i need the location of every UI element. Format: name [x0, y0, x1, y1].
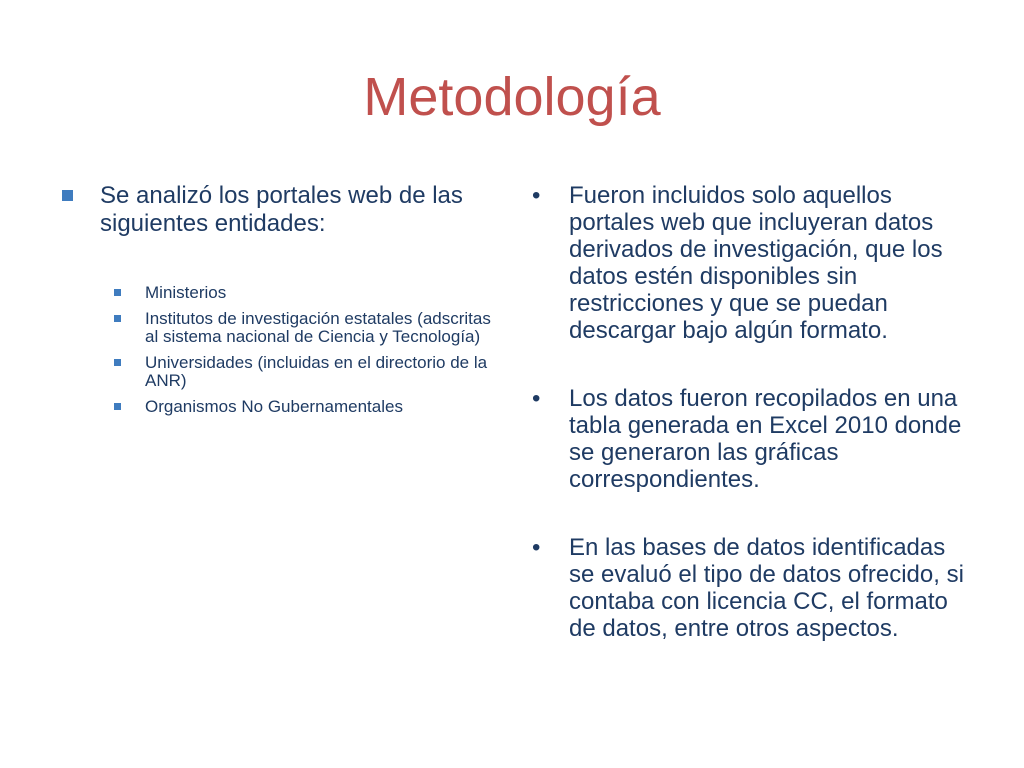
list-item-text: Universidades (incluidas en el directorio de la ANR)	[145, 353, 488, 390]
right-bullet-text: En las bases de datos identificadas se evaluó el tipo de datos ofrecido, si contaba con licencia CC, el formato de datos, entre otros aspectos.	[569, 534, 964, 642]
square-bullet-icon	[114, 403, 121, 410]
right-bullet-text: Fueron incluidos solo aquellos portales web que incluyeran datos derivados de investigación, que los datos estén disponibles sin restricciones y que se puedan descargar bajo algún formato.	[569, 182, 943, 344]
right-bullet-item	[528, 534, 968, 642]
list-item	[62, 284, 492, 302]
round-bullet-icon: •	[532, 534, 541, 561]
list-item	[62, 398, 492, 416]
square-bullet-icon	[114, 315, 121, 322]
square-bullet-icon	[114, 289, 121, 296]
list-item	[62, 310, 492, 346]
right-bullet-item	[528, 385, 968, 493]
entities-list	[62, 284, 492, 416]
slide-title: Metodología	[363, 67, 661, 127]
list-item-text: Institutos de investigación estatales (adscritas al sistema nacional de Ciencia y Tecnología)	[145, 309, 491, 346]
round-bullet-icon: •	[532, 182, 541, 209]
round-bullet-icon: •	[532, 385, 541, 412]
left-main-text: Se analizó los portales web de las siguientes entidades:	[100, 182, 463, 237]
right-bullet-text: Los datos fueron recopilados en una tabla generada en Excel 2010 donde se generaron las gráficas correspondientes.	[569, 385, 962, 493]
list-item-text: Ministerios	[145, 283, 227, 302]
list-item-text: Organismos No Gubernamentales	[145, 397, 403, 416]
list-item	[62, 354, 492, 390]
left-main-bullet	[62, 182, 492, 238]
square-bullet-icon	[62, 190, 73, 201]
right-column	[528, 182, 968, 683]
square-bullet-icon	[114, 359, 121, 366]
right-bullet-item	[528, 182, 968, 344]
left-column	[62, 182, 492, 424]
